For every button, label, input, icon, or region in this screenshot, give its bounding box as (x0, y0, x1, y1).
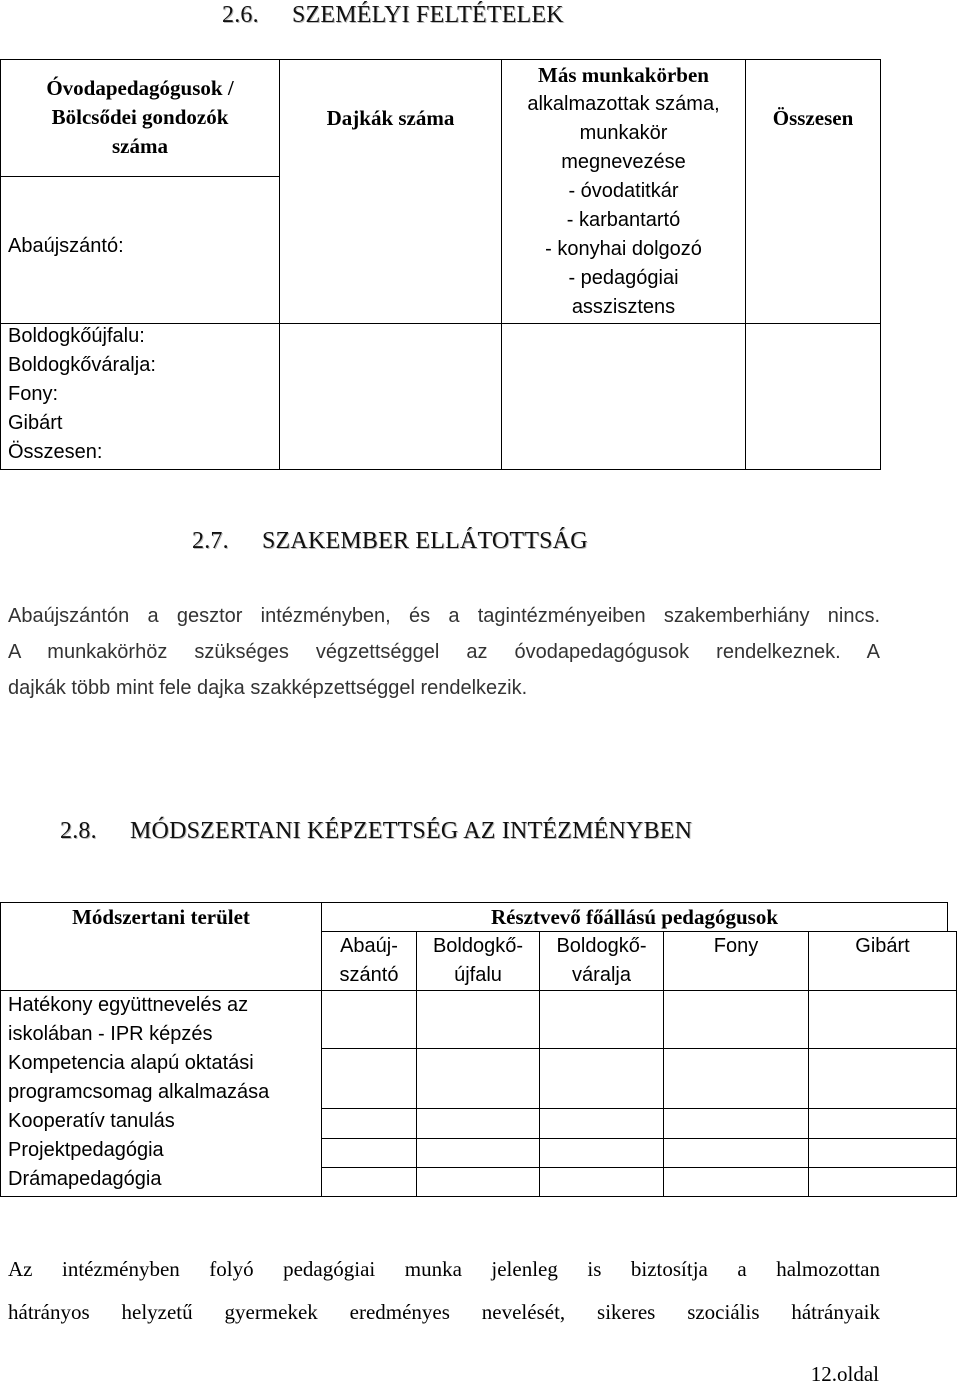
subheader-boldogkoujfalu: Boldogkő- újfalu (432, 935, 524, 986)
method-row-labels (8, 991, 269, 1194)
section-2-8-title: MÓDSZERTANI KÉPZETTSÉG AZ INTÉZMÉNYBEN (130, 818, 693, 844)
section-2-6-heading (222, 2, 564, 29)
method-row: programcsomag alkalmazása (8, 1081, 270, 1103)
subheader-boldogkovaralja: Boldogkő- váralja (556, 935, 647, 986)
page-number: 12.oldal (810, 1362, 879, 1386)
method-row: Hatékony együttnevelés az (8, 994, 249, 1016)
section-2-7-paragraph: Abaújszántón a gesztor intézményben, és a tagintézményeiben szakemberhiány nincs. A munkakörhöz szükséges végzettséggel az óvodapedagógusok rendelkeznek. A dajkák több mint fele dajka szakképzettséggel rendelkezik. (8, 605, 880, 699)
method-row: Drámapedagógia (8, 1168, 162, 1190)
section-2-8-number: 2.8. (60, 818, 97, 844)
header-total: Összesen (772, 106, 854, 130)
section-2-8-heading (60, 818, 692, 845)
closing-paragraph: Az intézményben folyó pedagógiai munka jelenleg is biztosítja a halmozottan hátrányos helyzetű gyermekek eredményes nevelését, sikeres szociális hátrányaik (8, 1257, 880, 1324)
section-2-7-number: 2.7. (192, 528, 229, 554)
subheader-gibart: Gibárt (855, 935, 910, 957)
method-row: Kompetencia alapú oktatási (8, 1052, 254, 1074)
method-row: Kooperatív tanulás (8, 1110, 175, 1132)
row-label-abaujszanto: Abaújszántó: (8, 235, 124, 257)
header-nursery-assistants: Dajkák száma (326, 106, 455, 130)
header-method-area: Módszertani terület (72, 905, 250, 929)
header-participating-teachers: Résztvevő főállású pedagógusok (490, 905, 779, 929)
section-2-7-title: SZAKEMBER ELLÁTOTTSÁG (262, 528, 588, 554)
method-row: Projektpedagógia (8, 1139, 164, 1161)
section-2-7-heading (192, 528, 588, 555)
subheader-abaujszanto: Abaúj- szántó (339, 935, 399, 986)
subheader-fony: Fony (713, 935, 759, 957)
section-2-6-title: SZEMÉLYI FELTÉTELEK (292, 2, 564, 28)
row-labels-list: Boldogkőújfalu: Boldogkőváralja: Fony: Gibárt Összesen: (8, 325, 156, 463)
section-2-6-number: 2.6. (222, 2, 259, 28)
header-kindergarten-teachers: Óvodapedagógusok / Bölcsődei gondozók száma (46, 76, 234, 158)
method-row: iskolában - IPR képzés (8, 1023, 213, 1045)
header-other-staff: Más munkakörben alkalmazottak száma, munkakör megnevezése - óvodatitkár - karbantartó - konyhai dolgozó - pedagógiai asszisztens (527, 63, 720, 318)
